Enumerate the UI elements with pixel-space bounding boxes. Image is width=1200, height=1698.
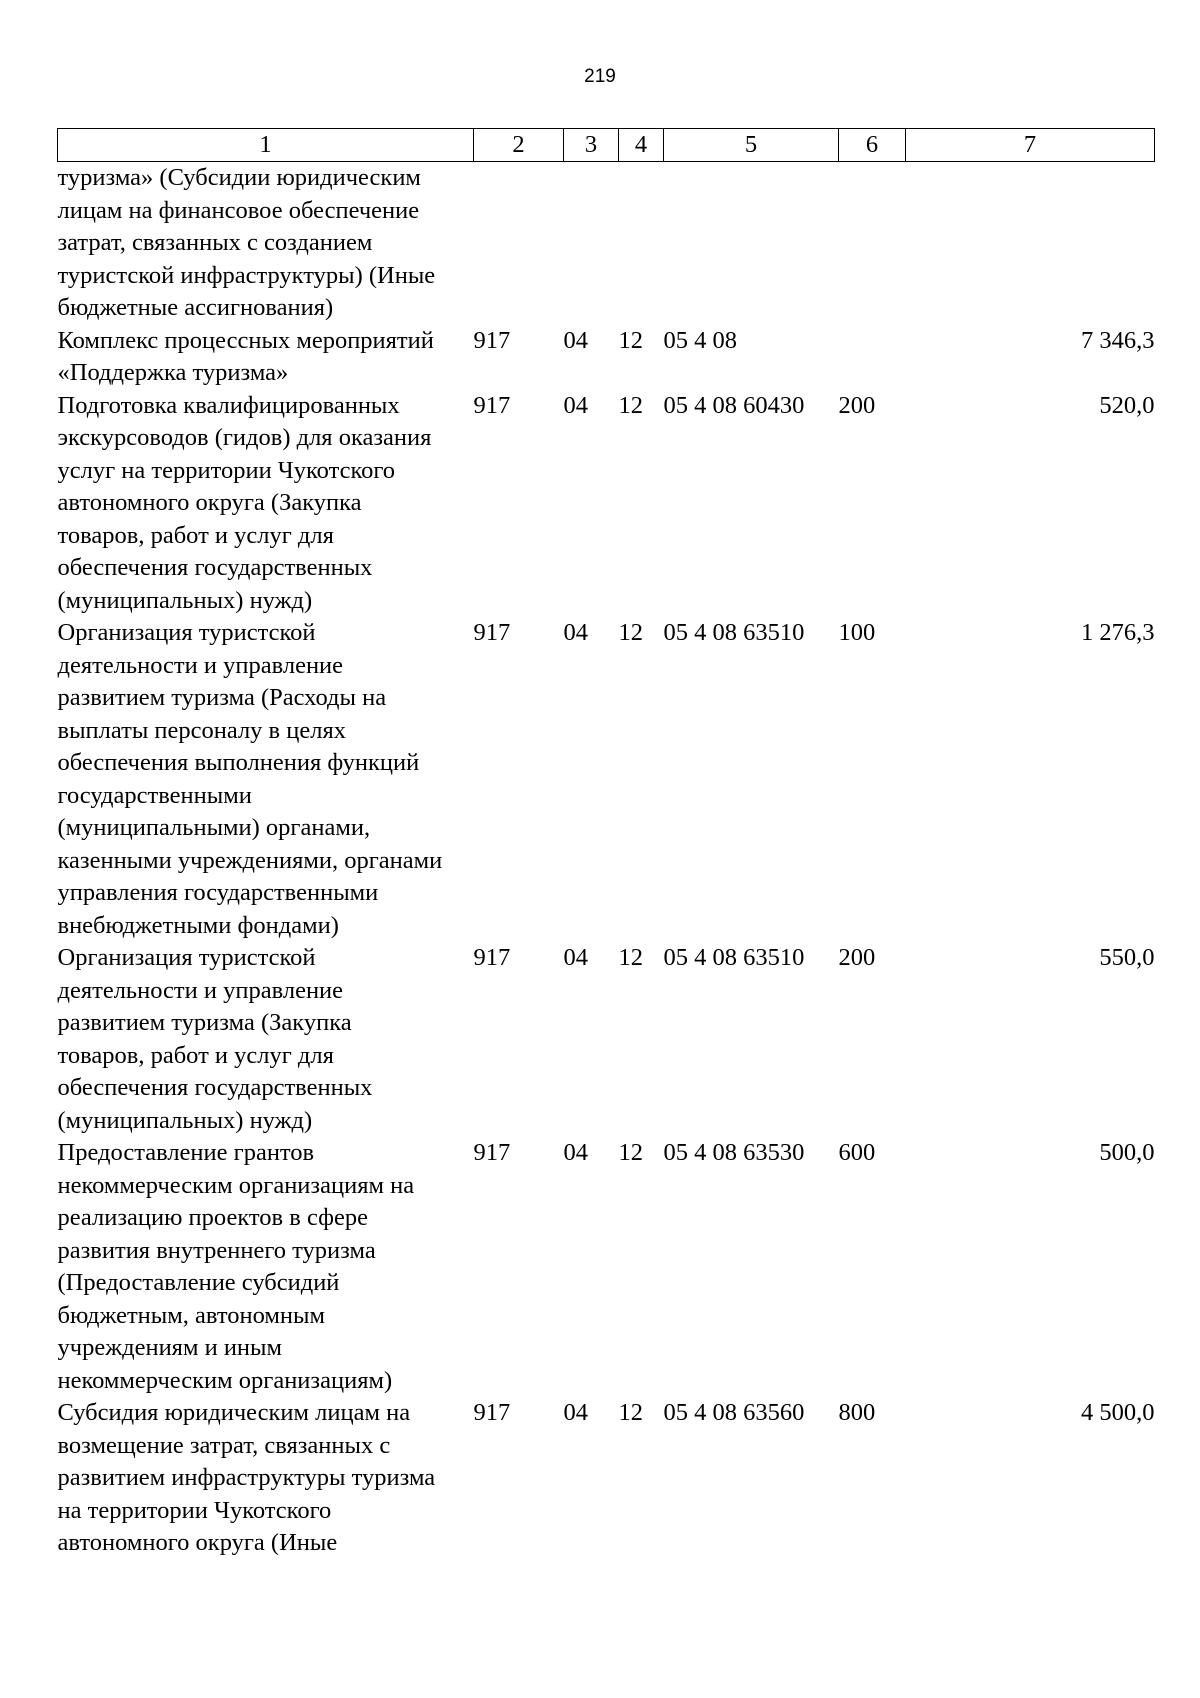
expense-type-cell: 100 — [838, 619, 876, 646]
amount-cell — [906, 162, 1155, 325]
section-cell — [564, 162, 619, 325]
section-cell: 04 — [563, 619, 588, 646]
expense-type-cell: 600 — [838, 1139, 876, 1166]
subsection-cell: 12 — [618, 391, 643, 419]
header-row — [58, 129, 1155, 162]
table-row — [58, 1137, 1155, 1397]
expense-name-cell: Комплекс процессных мероприятий «Поддержка туризма» — [57, 326, 434, 386]
section-cell: 04 — [563, 391, 588, 419]
amount-cell: 550,0 — [1099, 944, 1155, 971]
amount-cell: 500,0 — [1099, 1139, 1155, 1166]
target-article-cell: 05 4 08 — [663, 326, 737, 354]
ministry-code-cell: 917 — [473, 391, 511, 419]
subsection-cell: 12 — [618, 944, 643, 971]
table-row — [58, 390, 1155, 618]
amount-cell: 520,0 — [1099, 391, 1155, 419]
subsection-cell: 12 — [618, 619, 643, 646]
subsection-cell: 12 — [618, 1399, 643, 1426]
ministry-code-cell: 917 — [473, 944, 511, 971]
target-article-cell: 05 4 08 63530 — [663, 1139, 805, 1166]
header-col-6: 6 — [839, 129, 906, 162]
expense-type-cell: 800 — [838, 1399, 876, 1426]
header-col-4: 4 — [619, 129, 664, 162]
target-article-cell: 05 4 08 63560 — [663, 1399, 805, 1426]
table-row — [58, 162, 1155, 325]
expense-name-cell: Предоставление грантов некоммерческим организациям на реализацию проектов в сфере развития внутреннего туризма (Предоставление субсидий бюджетным, автономным учреждениям и иным некоммерческим организациям) — [57, 1139, 415, 1394]
expense-type-cell: 200 — [838, 391, 876, 419]
ministry-code-cell: 917 — [473, 1139, 511, 1166]
header-col-3: 3 — [564, 129, 619, 162]
target-article-cell: 05 4 08 63510 — [663, 619, 805, 646]
header-col-2: 2 — [474, 129, 564, 162]
ministry-code-cell: 917 — [473, 1399, 511, 1426]
header-col-7: 7 — [906, 129, 1155, 162]
subsection-cell — [619, 162, 664, 325]
expense-name-cell: Подготовка квалифицированных экскурсоводов (гидов) для оказания услуг на территории Чукотского автономного округа (Закупка товаров, работ и услуг для обеспечения государственных (муниципальных) нужд) — [57, 391, 432, 614]
header-col-5: 5 — [664, 129, 839, 162]
budget-table — [57, 128, 1155, 1560]
header-col-1: 1 — [58, 129, 474, 162]
ministry-code-cell: 917 — [473, 326, 511, 354]
table-body — [58, 162, 1155, 1560]
table-row — [58, 617, 1155, 942]
page-number: 219 — [584, 66, 616, 87]
ministry-code-cell: 917 — [473, 619, 511, 646]
table-header — [58, 129, 1155, 162]
section-cell: 04 — [563, 944, 588, 971]
section-cell: 04 — [563, 1399, 588, 1426]
subsection-cell: 12 — [618, 1139, 643, 1166]
amount-cell: 1 276,3 — [1081, 619, 1155, 646]
expense-name-cell: туризма» (Субсидии юридическим лицам на финансовое обеспечение затрат, связанных с созданием туристской инфраструктуры) (Иные бюджетные ассигнования) — [57, 164, 436, 321]
target-article-cell: 05 4 08 60430 — [663, 391, 805, 419]
target-article-cell: 05 4 08 63510 — [663, 944, 805, 971]
ministry-code-cell — [474, 162, 564, 325]
table-row — [58, 325, 1155, 390]
target-article-cell — [664, 162, 839, 325]
expense-type-cell — [839, 162, 906, 325]
table-row — [58, 1397, 1155, 1560]
amount-cell: 7 346,3 — [1081, 326, 1155, 354]
table-row — [58, 942, 1155, 1137]
expense-name-cell: Организация туристской деятельности и управление развитием туризма (Закупка товаров, работ и услуг для обеспечения государственных (муниципальных) нужд) — [57, 944, 373, 1134]
section-cell: 04 — [563, 326, 588, 354]
subsection-cell: 12 — [618, 326, 643, 354]
expense-type-cell — [839, 325, 906, 390]
expense-name-cell: Организация туристской деятельности и управление развитием туризма (Расходы на выплаты персоналу в целях обеспечения выполнения функций государственными (муниципальными) органами, казенными учреждениями, органами управления государственными внебюджетными фондами) — [57, 619, 443, 939]
amount-cell: 4 500,0 — [1081, 1399, 1155, 1426]
section-cell: 04 — [563, 1139, 588, 1166]
expense-type-cell: 200 — [838, 944, 876, 971]
expense-name-cell: Субсидия юридическим лицам на возмещение затрат, связанных с развитием инфраструктуры туризма на территории Чукотского автономного округа (Иные — [57, 1399, 436, 1556]
